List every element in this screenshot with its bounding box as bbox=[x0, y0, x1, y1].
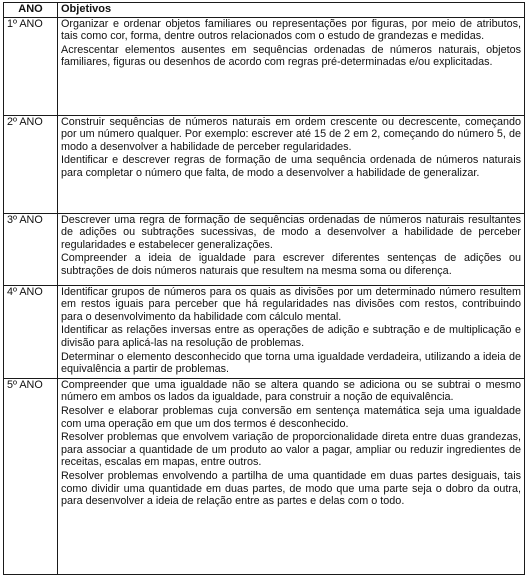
year-cell: 2º ANO bbox=[4, 115, 58, 213]
year-cell: 3º ANO bbox=[4, 213, 58, 285]
objective-text: Identificar as relações inversas entre as operações de adição e subtração e de multiplicação e divisão para aplicá-las na resolução de problemas. bbox=[61, 324, 521, 349]
table-row bbox=[4, 378, 525, 574]
objectives-cell bbox=[58, 213, 525, 285]
objective-text: Identificar e descrever regras de formação de uma sequência ordenada de números naturais para completar o número que falta, de modo a desenvolver a habilidade de generalizar. bbox=[61, 154, 521, 179]
objective-text: Determinar o elemento desconhecido que torna uma igualdade verdadeira, utilizando a ideia de equivalência a partir de problemas. bbox=[61, 350, 521, 376]
table-header-row bbox=[4, 3, 525, 18]
table-row bbox=[4, 213, 525, 285]
year-cell: 4º ANO bbox=[4, 285, 58, 378]
objective-text: Resolver problemas envolvendo a partilha de uma quantidade em duas partes desiguais, tais como dividir uma quantidade em duas partes, de modo que uma parte seja o dobro da outra, para desenvolver a ideia de relação entre as partes e delas com o todo. bbox=[61, 469, 521, 508]
objective-text: Acrescentar elementos ausentes em sequências ordenadas de números naturais, objetos familiares, figuras ou desenhos de acordo com regras pré-determinadas e/ou explicitadas. bbox=[61, 43, 521, 69]
objective-text: Resolver problemas que envolvem variação de proporcionalidade direta entre duas grandezas, para associar a quantidade de um produto ao valor a pagar, ampliar ou reduzir ingredientes de receitas, escalas em mapas, entre outros. bbox=[61, 431, 521, 469]
objective-text: Construir sequências de números naturais em ordem crescente ou decrescente, começando por um número qualquer. Por exemplo: escrever até 15 de 2 em 2, começando do número 5, de modo a desenvolver a habilidade de perceber regularidades. bbox=[61, 115, 521, 153]
objectives-table bbox=[3, 2, 525, 575]
objectives-cell bbox=[58, 378, 525, 574]
year-cell: 1º ANO bbox=[4, 17, 58, 115]
table-row bbox=[4, 17, 525, 115]
objective-text: Compreender a ideia de igualdade para escrever diferentes sentenças de adições ou subtrações de dois números naturais que resultem na mesma soma ou diferença. bbox=[61, 252, 521, 277]
objectives-cell bbox=[58, 285, 525, 378]
objectives-cell bbox=[58, 17, 525, 115]
header-ano: ANO bbox=[4, 3, 58, 18]
objective-text: Organizar e ordenar objetos familiares ou representações por figuras, por meio de atributos, tais como cor, forma, dentre outros relacionados com o estudo de grandezas e medidas. bbox=[61, 17, 521, 43]
year-cell: 5º ANO bbox=[4, 378, 58, 574]
objectives-cell bbox=[58, 115, 525, 213]
objective-text: Identificar grupos de números para os quais as divisões por um determinado número resultem em restos iguais para perceber que há regularidades nas divisões com restos, contribuindo para o desenvolvimento da habilidade com cálculo mental. bbox=[61, 285, 521, 323]
objective-text: Resolver e elaborar problemas cuja conversão em sentença matemática seja uma igualdade com uma operação em que um dos termos é desconhecido. bbox=[61, 404, 521, 430]
objective-text: Compreender que uma igualdade não se altera quando se adiciona ou se subtrai o mesmo número em ambos os lados da igualdade, para construir a noção de equivalência. bbox=[61, 378, 521, 404]
table-row bbox=[4, 285, 525, 378]
table-row bbox=[4, 115, 525, 213]
header-objetivos: Objetivos bbox=[58, 3, 525, 18]
objective-text: Descrever uma regra de formação de sequências ordenadas de números naturais resultantes de adições ou subtrações sucessivas, de modo a desenvolver a habilidade de perceber regularidades e estabelecer generalizações. bbox=[61, 213, 521, 251]
